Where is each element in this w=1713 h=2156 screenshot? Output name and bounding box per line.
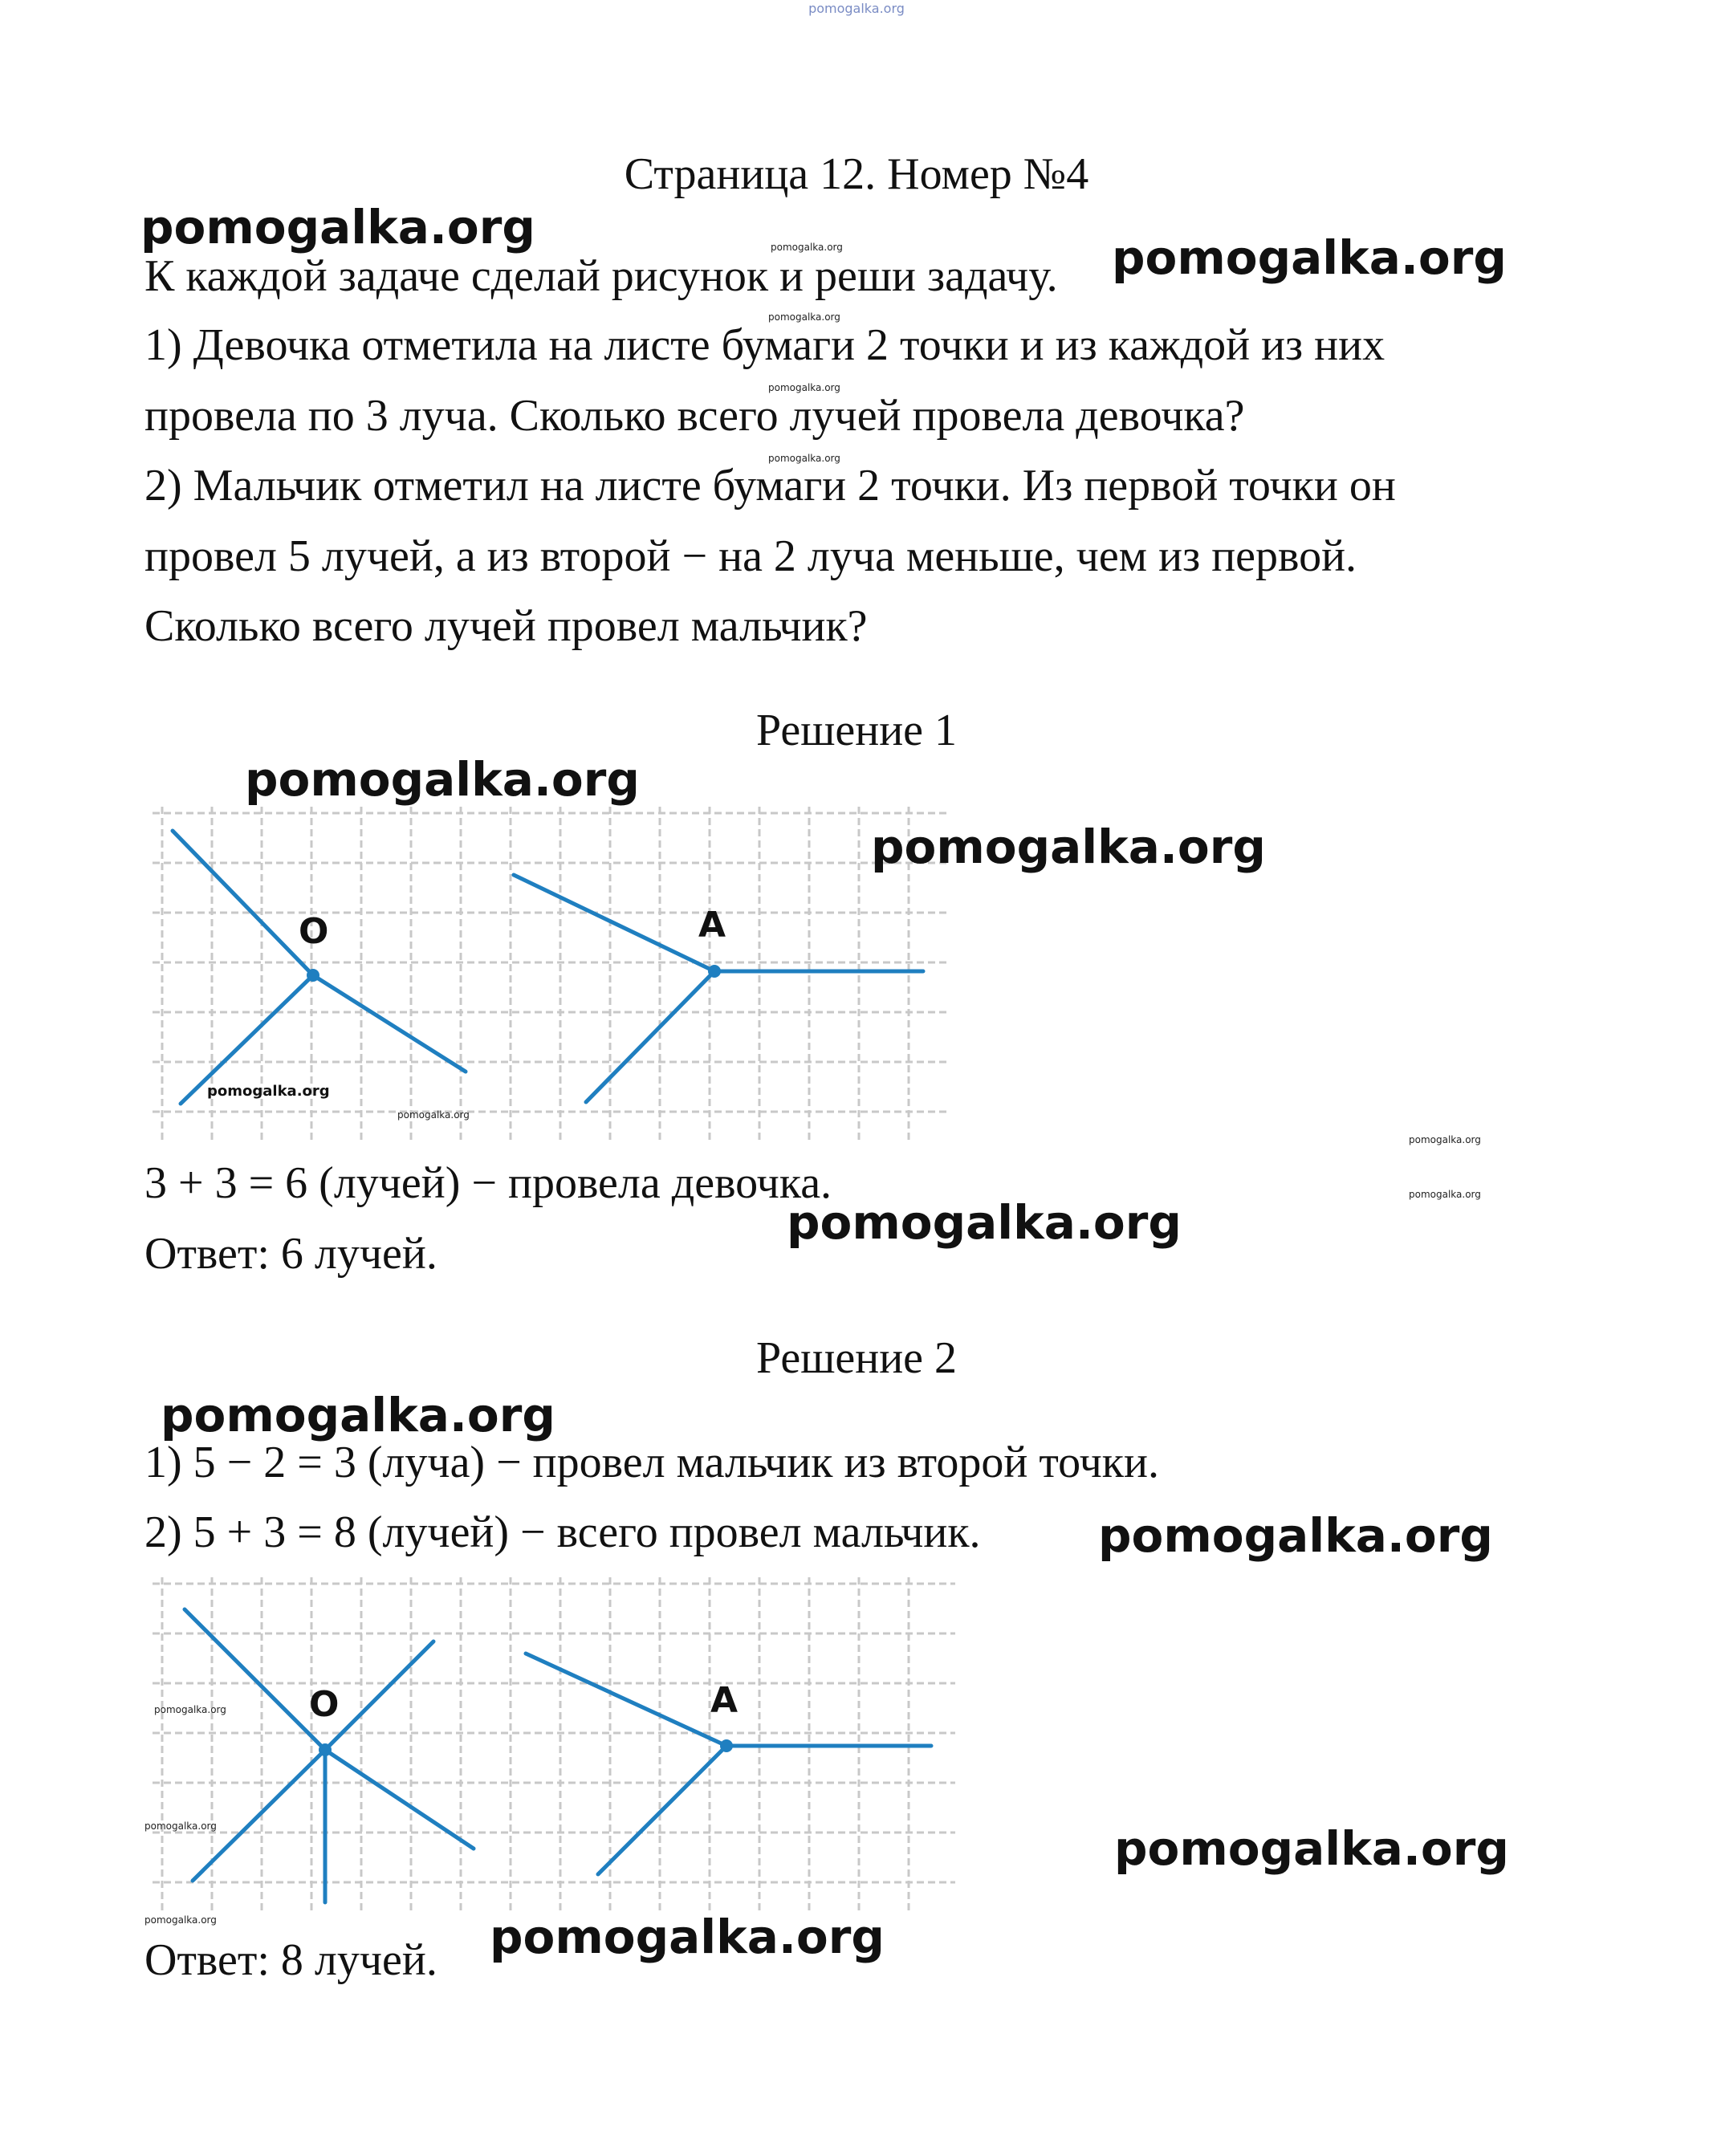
ray-a-3 [586, 971, 714, 1102]
watermark-tiny: pomogalka.org [154, 1704, 226, 1715]
solution-1-calc: 3 + 3 = 6 (лучей) − провела девочка. [144, 1158, 832, 1208]
watermark-tiny: pomogalka.org [144, 1820, 217, 1832]
watermark: pomogalka.org [1112, 230, 1507, 285]
page-title: Страница 12. Номер №4 [624, 149, 1089, 199]
ray-o-3 [325, 1750, 474, 1849]
watermark: pomogalka.org [1098, 1508, 1493, 1563]
watermark: pomogalka.org [140, 200, 535, 254]
solution-2-step-2: 2) 5 + 3 = 8 (лучей) − всего провел мальчик. [144, 1507, 981, 1557]
task-intro: К каждой задаче сделай рисунок и реши задачу. [144, 251, 1058, 301]
point-o [307, 969, 319, 982]
watermark-tiny: pomogalka.org [397, 1109, 470, 1121]
solution-2-heading: Решение 2 [755, 1333, 958, 1383]
watermark-tiny: pomogalka.org [768, 311, 840, 323]
watermark: pomogalka.org [787, 1195, 1182, 1250]
ray-a-1 [514, 875, 714, 971]
solution-1-answer: Ответ: 6 лучей. [144, 1229, 437, 1279]
watermark: pomogalka.org [1114, 1821, 1509, 1876]
label-o: O [309, 1684, 340, 1725]
problem-2-line-3: Сколько всего лучей провел мальчик? [144, 601, 868, 651]
problem-2-line-2: провел 5 лучей, а из второй − на 2 луча меньше, чем из первой. [144, 531, 1357, 581]
watermark-tiny: pomogalka.org [1409, 1134, 1481, 1145]
watermark-tiny: pomogalka.org [768, 453, 840, 464]
watermark: pomogalka.org [871, 820, 1266, 874]
solution-2-answer: Ответ: 8 лучей. [144, 1935, 437, 1985]
solution-2-step-1: 1) 5 − 2 = 3 (луча) − провел мальчик из второй точки. [144, 1438, 1159, 1487]
watermark-tiny: pomogalka.org [768, 382, 840, 393]
watermark-tiny: pomogalka.org [144, 1914, 217, 1926]
problem-1-line-2: провела по 3 луча. Сколько всего лучей провела девочка? [144, 391, 1245, 441]
solution-1-heading: Решение 1 [755, 706, 958, 755]
label-a: A [698, 905, 726, 946]
watermark-small: pomogalka.org [207, 1083, 330, 1100]
watermark-tiny: pomogalka.org [1409, 1189, 1481, 1200]
watermark: pomogalka.org [490, 1910, 885, 1964]
label-o: O [299, 911, 329, 952]
point-a [708, 965, 721, 978]
point-a [720, 1739, 733, 1752]
watermark: pomogalka.org [161, 1388, 555, 1442]
label-a: A [710, 1680, 739, 1721]
ray-o-1 [185, 1609, 325, 1750]
ray-o-1 [173, 831, 313, 975]
problem-2-line-1: 2) Мальчик отметил на листе бумаги 2 точки. Из первой точки он [144, 461, 1396, 511]
point-o [319, 1743, 332, 1756]
ray-o-2 [313, 975, 466, 1072]
site-watermark-top: pomogalka.org [808, 1, 905, 16]
watermark: pomogalka.org [245, 752, 640, 807]
problem-1-line-1: 1) Девочка отметила на листе бумаги 2 точки и из каждой из них [144, 320, 1385, 370]
solution-2-diagram [153, 1577, 955, 1914]
watermark-tiny: pomogalka.org [771, 242, 843, 253]
ray-a-3 [598, 1746, 726, 1874]
